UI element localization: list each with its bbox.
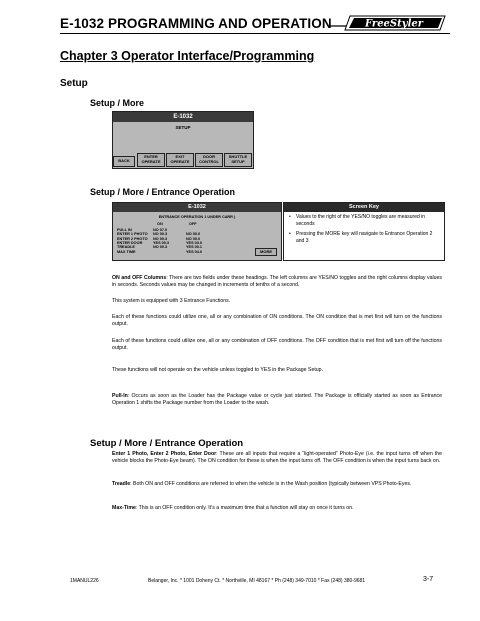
screen-subtitle: SETUP — [175, 125, 191, 130]
svg-text:FreeStyler: FreeStyler — [365, 18, 423, 30]
off-value[interactable]: NO 00.0 — [186, 236, 201, 241]
off-value[interactable]: YES 00.1 — [186, 245, 203, 250]
enter-operate-button[interactable]: ENTER OPERATE — [137, 153, 165, 167]
row-label: ENTER 1 PHOTO — [117, 232, 148, 237]
off-value[interactable]: NO 00.0 — [186, 232, 201, 237]
screen-title: E-1032 — [113, 112, 253, 122]
screen-subtitle: ENTRANCE OPERATION 1 UNDER CARR ) — [158, 215, 236, 219]
column-on: ON — [157, 222, 163, 226]
footer-company: Belanger, Inc. * 1001 Doheny Ct. * Northville, MI 48167 * Ph (248) 349-7010 * Fax (248) 380-9681 — [148, 578, 366, 584]
header-title: E-1032 PROGRAMMING AND OPERATION — [60, 16, 332, 31]
row-label: MAX TIME — [117, 249, 136, 254]
more-button[interactable]: MORE — [255, 248, 277, 256]
back-button[interactable]: BACK — [113, 156, 135, 167]
bullet-icon: • — [289, 231, 291, 237]
footer-doc-id: 1MANUL226 — [70, 578, 99, 584]
subheading-entrance-operation: Setup / More / Entrance Operation — [90, 187, 236, 197]
paragraph-max-time: Max-Time: This is an OFF condition only. It’s a maximum time that a function will stay on once it turns on. — [112, 505, 354, 511]
row-label: ENTER DOOR — [117, 240, 143, 245]
paragraph-treadle: Treadle: Both ON and OFF conditions are referred to when the vehicle is in the Wash position (typically between VPS Photo-Eyes. — [112, 481, 412, 487]
freestyler-logo — [330, 12, 450, 32]
page-number: 3-7 — [423, 576, 434, 583]
row-label: PULL IN — [117, 228, 132, 232]
screen-key-bullet: • Pressing the MORE key will navigate to Entrance Operation 2 and 3 — [289, 231, 433, 244]
column-off: OFF — [189, 222, 197, 226]
paragraph: Each of these functions could utilize one, all or any combination of OFF conditions. The OFF condition that is met first will turn off the functions output. — [112, 338, 442, 351]
row-label: TREADLE — [117, 245, 135, 250]
paragraph: Each of these functions could utilize one, all or any combination of ON conditions. The ON condition that is met first will turn on the functions output. — [112, 314, 442, 327]
paragraph-pull-in: Pull-In: Occurs as soon as the Loader has the Package value or cycle just started. The Package is officially started as soon as Entrance Operation 1 shifts the Package number from the Loader to the wash. — [112, 393, 442, 406]
off-value[interactable]: YES 03.0 — [186, 240, 203, 245]
on-value[interactable]: NO 00.3 — [153, 232, 168, 237]
screen-title: E-1032 — [113, 203, 281, 212]
off-value[interactable]: YES 04.0 — [186, 249, 203, 254]
on-value[interactable]: NO 00.3 — [153, 236, 168, 241]
section-heading: Setup — [60, 78, 88, 89]
shuttle-setup-button[interactable]: SHUTTLE SETUP — [224, 153, 252, 167]
setup-screen — [112, 111, 254, 169]
paragraph: These functions will not operate on the vehicle unless toggled to YES in the Package Setup. — [112, 367, 323, 373]
row-label: ENTER 2 PHOTO — [117, 236, 148, 241]
entrance-operation-screen — [112, 202, 282, 261]
screen-key-box — [283, 202, 445, 261]
on-value[interactable]: NO 00.3 — [153, 245, 168, 250]
paragraph: This system is equipped with 3 Entrance Functions. — [112, 298, 231, 304]
on-value[interactable]: NO 07.0 — [153, 228, 168, 232]
on-value[interactable]: YES 00.3 — [153, 240, 170, 245]
paragraph-columns: ON and OFF Columns: There are two fields under these headings. The left columns are YES/NO toggles and the right columns display values in seconds. Seconds values may be changed in increments of tenths of a second. — [112, 275, 442, 288]
bullet-icon: • — [289, 214, 291, 220]
header-rule — [60, 33, 450, 34]
subheading-setup-more: Setup / More — [90, 98, 145, 108]
subheading-entrance-operation-2: Setup / More / Entrance Operation — [90, 438, 244, 449]
screen-key-title: Screen Key — [284, 203, 444, 212]
exit-operate-button[interactable]: EXIT OPERATE — [166, 153, 194, 167]
chapter-title: Chapter 3 Operator Interface/Programming — [60, 49, 315, 63]
door-control-button[interactable]: DOOR CONTROL — [195, 153, 223, 167]
screen-key-bullet: • Values to the right of the YES/NO toggles are measured in seconds — [289, 214, 426, 227]
paragraph-photo: Enter 1 Photo, Enter 2 Photo, Enter Door: These are all inputs that require a “light-operated” Photo-Eye (i.e. the input turns off when the vehicle blocks the Photo-Eye beam). The ON condition for these is when the input turns off. The OFF condition is when the input turns back on. — [112, 451, 442, 464]
